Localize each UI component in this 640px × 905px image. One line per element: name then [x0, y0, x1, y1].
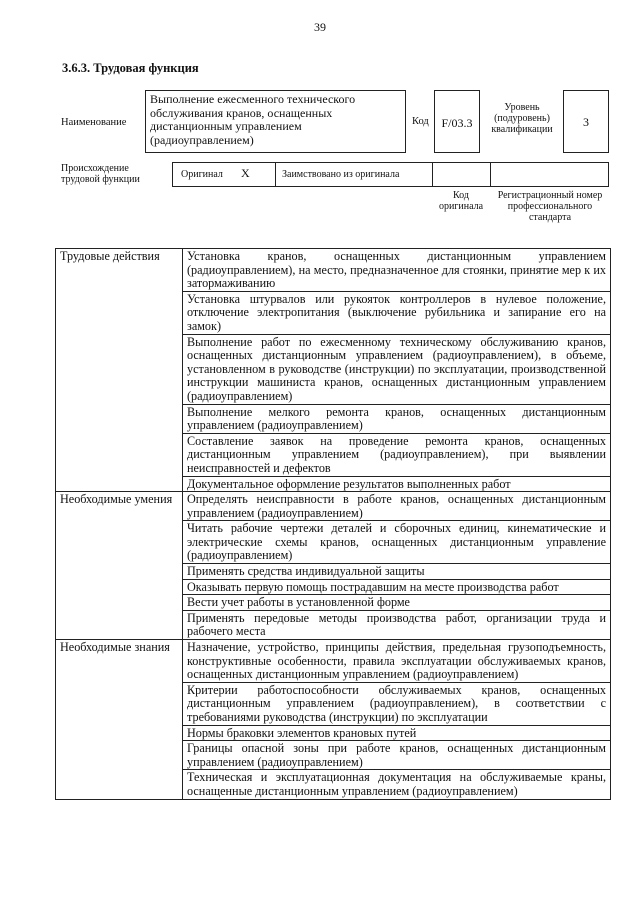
function-details-table: [55, 248, 611, 800]
code-box: [434, 90, 480, 153]
borrowed-label: Заимствовано из оригинала: [282, 169, 400, 180]
table-cell: Границы опасной зоны при работе кранов, оснащенных дистанционным управлением (радиоуправлением): [183, 741, 611, 770]
category-cell: Необходимые знания: [56, 640, 183, 800]
table-row: [56, 492, 611, 521]
function-name-value: Выполнение ежесменного технического обслуживания кранов, оснащенных дистанционным управлением (радиоуправлением): [150, 92, 356, 147]
level-value: 3: [583, 115, 589, 129]
table-cell: Назначение, устройство, принципы действия, предельная грузоподъемность, конструктивные особенности, правила эксплуатации обслуживаемых кранов, оснащенных дистанционным управлением (радиоуправлением): [183, 640, 611, 683]
table-cell: Определять неисправности в работе кранов, оснащенных дистанционным управлением (радиоуправлением): [183, 492, 611, 521]
category-cell: Трудовые действия: [56, 249, 183, 492]
original-code-label: Код оригинала: [438, 190, 484, 212]
table-cell: Применять передовые методы производства работ, организации труда и рабочего места: [183, 610, 611, 639]
table-cell: Читать рабочие чертежи деталей и сборочных единиц, кинематические и электрические схемы кранов, оснащенных дистанционным управление (радиоуправлением): [183, 521, 611, 564]
table-cell: Оказывать первую помощь пострадавшим на месте производства работ: [183, 579, 611, 595]
table-row: [56, 249, 611, 292]
code-value: F/03.3: [441, 116, 473, 130]
table-cell: Техническая и эксплуатационная документация на обслуживаемые краны, оснащенные дистанционным управлением (радиоуправлением): [183, 770, 611, 799]
table-cell: Составление заявок на проведение ремонта кранов, оснащенных дистанционным управлением (радиоуправлением), при выявлении неисправностей и дефектов: [183, 433, 611, 476]
origin-divider: [432, 162, 433, 187]
origin-label: Происхождение трудовой функции: [61, 163, 140, 185]
section-title: 3.6.3. Трудовая функция: [62, 61, 199, 75]
table-cell: Критерии работоспособности обслуживаемых кранов, оснащенных дистанционным управлением (радиоуправлением), в соответствии с требованиями руководства (инструкции) по эксплуатации: [183, 682, 611, 725]
origin-divider: [490, 162, 491, 187]
reg-number-label: Регистрационный номер профессионального стандарта: [497, 190, 603, 223]
table-cell: Документальное оформление результатов выполненных работ: [183, 476, 611, 492]
table-cell: Выполнение мелкого ремонта кранов, оснащенных дистанционным управлением (радиоуправлением): [183, 404, 611, 433]
level-label: Уровень (подуровень) квалификации: [491, 102, 553, 135]
name-label: Наименование: [61, 117, 127, 128]
table-cell: Установка кранов, оснащенных дистанционным управлением (радиоуправлением), на место, предназначенное для стоянки, принятие мер к их затормаживанию: [183, 249, 611, 292]
category-cell: Необходимые умения: [56, 492, 183, 640]
original-label: Оригинал: [181, 169, 223, 180]
table-row: [56, 640, 611, 683]
table-cell: Установка штурвалов или рукояток контроллеров в нулевое положение, отключение электропитания (выключение рубильника и запирание его на замок): [183, 291, 611, 334]
function-name-box: [145, 90, 406, 153]
page-number: 39: [314, 20, 326, 34]
table-cell: Вести учет работы в установленной форме: [183, 595, 611, 611]
code-label: Код: [412, 116, 429, 127]
origin-divider: [275, 162, 276, 187]
table-cell: Применять средства индивидуальной защиты: [183, 564, 611, 580]
table-cell: Выполнение работ по ежесменному техническому обслуживанию кранов, оснащенных дистанционным управлением (радиоуправлением), в объеме, установленном в руководстве (инструкции) по эксплуатации, производственной инструкции машиниста кранов, оснащенных дистанционным управлением (радиоуправлением): [183, 334, 611, 404]
original-mark: X: [241, 166, 250, 180]
table-cell: Нормы браковки элементов крановых путей: [183, 725, 611, 741]
level-box: [563, 90, 609, 153]
